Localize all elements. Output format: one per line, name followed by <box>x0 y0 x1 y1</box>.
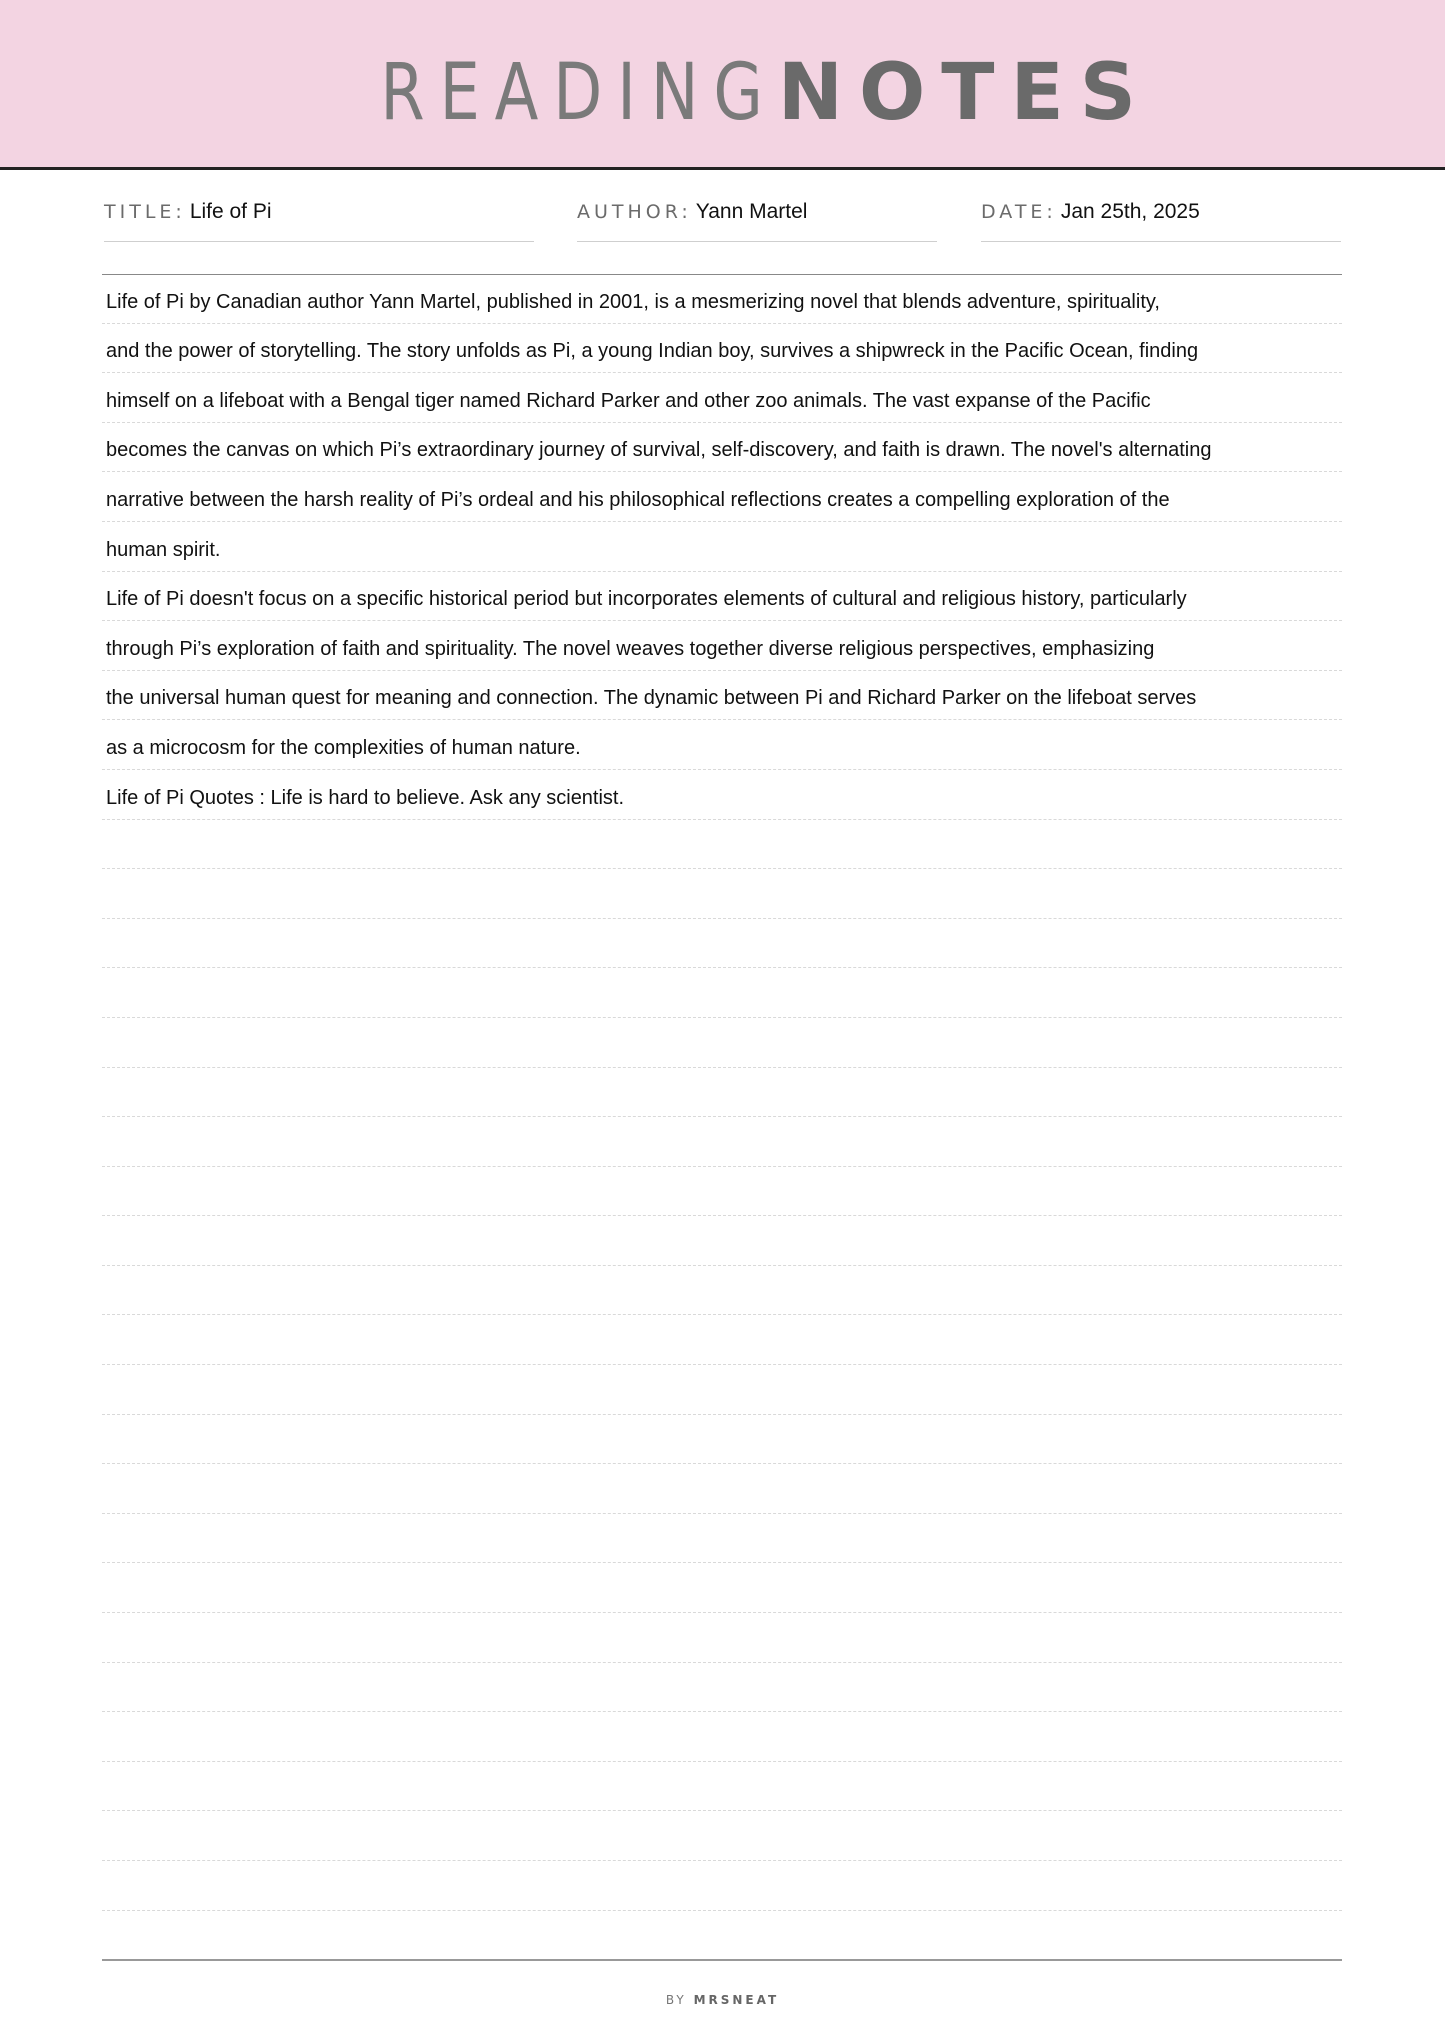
note-line[interactable] <box>102 1663 1342 1713</box>
note-line[interactable] <box>102 919 1342 969</box>
note-line[interactable] <box>102 621 1342 671</box>
date-field[interactable] <box>981 200 1341 242</box>
note-line[interactable] <box>102 274 1342 324</box>
date-label: DATE: <box>981 201 1057 223</box>
page-title <box>0 48 1445 138</box>
note-line-text: and the power of storytelling. The story unfolds as Pi, a young Indian boy, survives a shipwreck in the Pacific Ocean, finding <box>106 340 1199 363</box>
note-line[interactable] <box>102 1365 1342 1415</box>
note-line[interactable] <box>102 1266 1342 1316</box>
note-line[interactable] <box>102 720 1342 770</box>
note-line-text: Life of Pi Quotes : Life is hard to believe. Ask any scientist. <box>106 786 625 809</box>
note-line-text: becomes the canvas on which Pi’s extraordinary journey of survival, self-discovery, and faith is drawn. The novel's alternating <box>106 439 1212 462</box>
title-field[interactable] <box>104 200 534 242</box>
date-value: Jan 25th, 2025 <box>1060 200 1200 223</box>
page-title-light: READING <box>380 48 778 138</box>
title-value: Life of Pi <box>189 200 272 223</box>
title-label: TITLE: <box>104 201 186 223</box>
note-line[interactable] <box>102 1216 1342 1266</box>
note-line[interactable] <box>102 770 1342 820</box>
footer-brand: MRSNEAT <box>693 1993 780 2007</box>
note-line-text: Life of Pi doesn't focus on a specific historical period but incorporates elements of cultural and religious history, particularly <box>106 588 1187 611</box>
note-line[interactable] <box>102 1613 1342 1663</box>
note-line[interactable] <box>102 324 1342 374</box>
note-line[interactable] <box>102 671 1342 721</box>
note-line[interactable] <box>102 1167 1342 1217</box>
page-header <box>0 0 1445 170</box>
notes-area[interactable] <box>102 274 1342 1960</box>
note-line[interactable] <box>102 1018 1342 1068</box>
footer-credit <box>0 1993 1445 2007</box>
note-line[interactable] <box>102 1563 1342 1613</box>
note-line[interactable] <box>102 1068 1342 1118</box>
footer-by: BY <box>665 1993 687 2007</box>
note-line[interactable] <box>102 1464 1342 1514</box>
note-line[interactable] <box>102 968 1342 1018</box>
note-line[interactable] <box>102 820 1342 870</box>
note-line[interactable] <box>102 423 1342 473</box>
note-line[interactable] <box>102 522 1342 572</box>
note-line[interactable] <box>102 472 1342 522</box>
note-line-text: human spirit. <box>106 538 221 561</box>
note-line[interactable] <box>102 1117 1342 1167</box>
note-line-text: through Pi’s exploration of faith and spirituality. The novel weaves together diverse religious perspectives, emphasizing <box>106 637 1155 660</box>
page-title-bold: NOTES <box>777 48 1152 138</box>
note-line[interactable] <box>102 1911 1342 1961</box>
note-line[interactable] <box>102 1811 1342 1861</box>
note-line-text: the universal human quest for meaning and connection. The dynamic between Pi and Richard Parker on the lifeboat serves <box>106 687 1197 710</box>
notes-bottom-rule <box>102 1959 1342 1961</box>
note-line[interactable] <box>102 1514 1342 1564</box>
note-line[interactable] <box>102 572 1342 622</box>
note-line-text: as a microcosm for the complexities of human nature. <box>106 736 581 759</box>
author-value: Yann Martel <box>695 200 808 223</box>
note-line[interactable] <box>102 1861 1342 1911</box>
note-line-text: Life of Pi by Canadian author Yann Martel, published in 2001, is a mesmerizing novel that blends adventure, spirituality, <box>106 290 1160 313</box>
note-line[interactable] <box>102 373 1342 423</box>
note-line[interactable] <box>102 1762 1342 1812</box>
author-field[interactable] <box>577 200 937 242</box>
note-line[interactable] <box>102 1712 1342 1762</box>
note-line[interactable] <box>102 869 1342 919</box>
note-line[interactable] <box>102 1315 1342 1365</box>
note-line[interactable] <box>102 1415 1342 1465</box>
note-line-text: himself on a lifeboat with a Bengal tiger named Richard Parker and other zoo animals. The vast expanse of the Pacific <box>106 389 1151 412</box>
note-line-text: narrative between the harsh reality of Pi’s ordeal and his philosophical reflections creates a compelling exploration of the <box>106 488 1170 511</box>
author-label: AUTHOR: <box>577 201 692 223</box>
